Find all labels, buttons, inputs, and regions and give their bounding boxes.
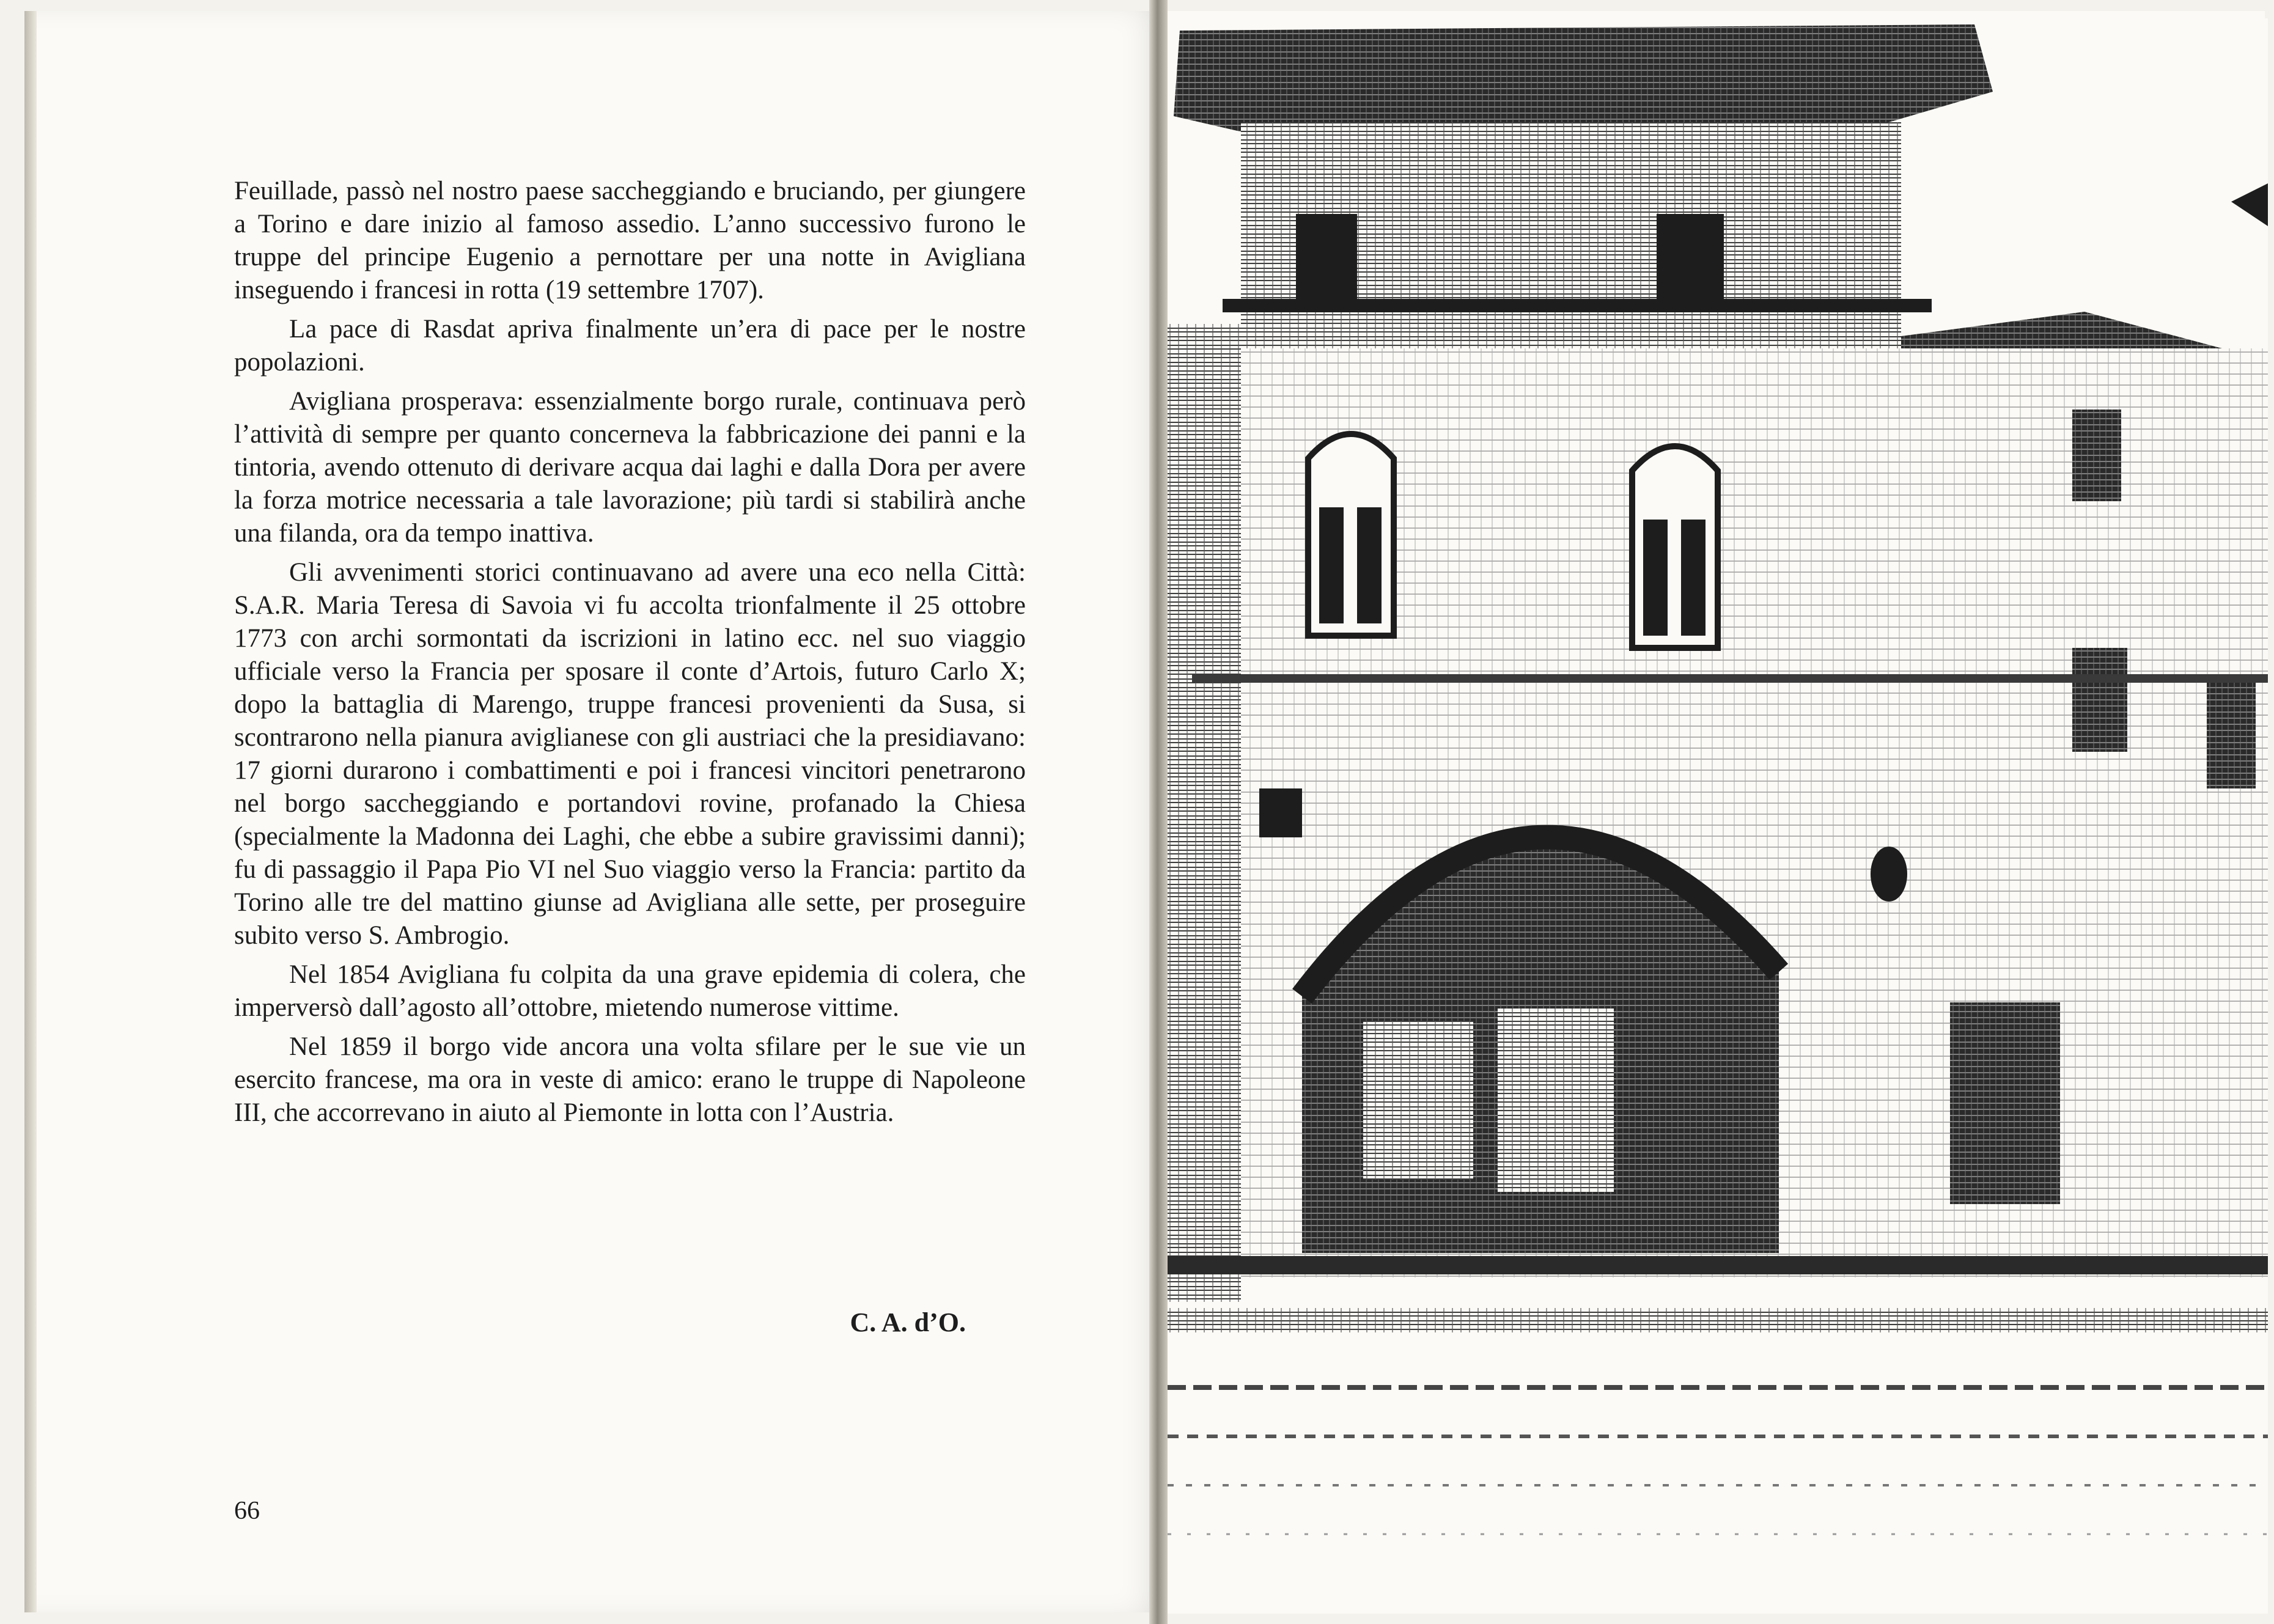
paragraph-4: Gli avvenimenti storici continuavano ad avere una eco nella Città: S.A.R. Maria Teresa di Savoia vi fu accolta trionfalmente il 25 ottobre 1773 con archi sormontati da iscrizioni in latino ecc. nel suo viaggio ufficiale verso la Francia per sposare il conte d’Artois, futuro Carlo X; dopo la battaglia di Marengo, truppe francesi provenienti da Susa, si scontrarono nella pianura aviglianese con gli austriaci che la presidiavano: 17 giorni durarono i combattimenti e poi i francesi vincitori penetrarono nel borgo saccheggiando e portandovi rovine, profanado la Chiesa (specialmente la Madonna dei Laghi, che ebbe a subire gravissimi danni); fu di passaggio il Papa Pio VI nel Suo viaggio verso la Francia: partito da Torino alle tre del mattino giunse ad Avigliana alle sette, per proseguire subito verso S. Ambrogio. — [234, 558, 1026, 950]
paragraph-2: La pace di Rasdat apriva finalmente un’era di pace per le nostre popolazioni. — [234, 315, 1026, 377]
book-gutter — [1149, 0, 1168, 1624]
building-sketch — [1168, 18, 2268, 1614]
body-text — [234, 175, 1026, 1136]
paragraph-6: Nel 1859 il borgo vide ancora una volta sfilare per le sue vie un esercito francese, ma ora in veste di amico: erano le truppe di Napoleone III, che accorrevano in aiuto al Piemonte in lotta con l’Austria. — [234, 1032, 1026, 1127]
left-page — [24, 11, 1165, 1612]
page-number: 66 — [234, 1497, 260, 1525]
paragraph-1: Feuillade, passò nel nostro paese saccheggiando e bruciando, per giungere a Torino e dare inizio al famoso assedio. L’anno successivo furono le truppe del principe Eugenio a pernottare per una notte in Avigliana inseguendo i francesi in rotta (19 settembre 1707). — [234, 177, 1026, 304]
paragraph-5: Nel 1854 Avigliana fu colpita da una grave epidemia di colera, che imperversò dall’agosto all’ottobre, mietendo numerose vittime. — [234, 960, 1026, 1022]
illustration-medieval-building — [1168, 18, 2268, 1614]
book-edge — [24, 11, 37, 1612]
paragraph-3: Avigliana prosperava: essenzialmente borgo rurale, continuava però l’attività di sempre per quanto concerneva la fabbricazione dei panni e la tintoria, avendo ottenuto di derivare acqua dai laghi e dalla Dora per avere la forza motrice necessaria a tale lavorazione; più tardi si stabilirà anche una filanda, ora da tempo inattiva. — [234, 387, 1026, 548]
author-signature: C. A. d’O. — [850, 1307, 966, 1337]
